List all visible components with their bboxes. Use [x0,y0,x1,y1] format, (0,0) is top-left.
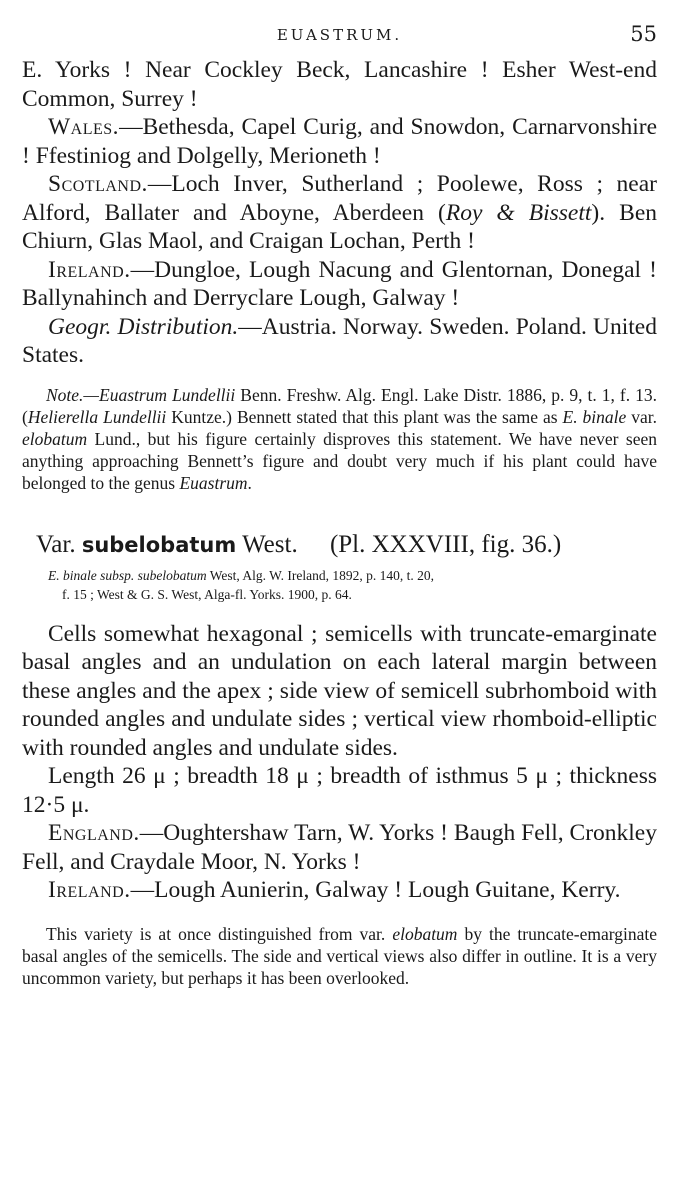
synonym-citation [48,566,657,604]
wales-text: —Bethesda, Capel Curig, and Snowdon, Carnarvonshire ! Ffestiniog and Dolgelly, Merioneth ! [22,114,657,169]
note-elobatum: elobatum [22,428,88,449]
note-paragraph [22,384,657,494]
description-paragraph: Cells somewhat hexagonal ; semicells with truncate-emarginate basal angles and an undulation on each lateral margin between these angles and the apex ; side view of semicell subrhomboid with rounded angles and undulate sides ; vertical view rhomboid-elliptic with rounded angles and undulate sides. [22,620,657,761]
variety-name: subelobatum [81,532,237,557]
wales-label: Wales. [48,114,120,140]
scotland-label: Scotland. [48,171,148,197]
synonym-text-1: West, Alg. W. Ireland, 1892, p. 140, t. 20, [206,567,435,583]
variety-prefix: Var. [36,530,76,558]
closing-note [22,923,657,989]
note-binale: E. binale [562,406,627,427]
synonym-line-1 [48,566,657,585]
closing-elobatum: elobatum [392,923,458,944]
ireland-var-label: Ireland. [48,877,131,903]
ireland-label: Ireland. [48,256,131,283]
england-paragraph [22,819,657,876]
variety-heading [36,530,657,560]
distribution-paragraph [22,313,657,370]
closing-text-1: This variety is at once distinguished from var. [46,923,393,944]
page-number: 55 [630,22,657,46]
variety-author: West. [242,530,298,558]
england-label: England. [48,820,140,846]
note-label: Note.— [46,384,99,405]
scotland-paragraph [22,170,657,256]
synonym-name: E. binale subsp. subelobatum [48,567,207,583]
description-block [22,620,657,905]
wales-paragraph [22,113,657,170]
continued-locality-line: E. Yorks ! Near Cockley Beck, Lancashire ! Esher West-end Common, Surrey ! [22,57,657,112]
closing-note-paragraph [22,923,657,989]
note-genus: Euastrum [179,472,248,493]
scotland-collectors: Roy & Bissett [445,199,592,226]
distribution-text: —Austria. Norway. Sweden. Poland. United States. [22,313,657,368]
note-text-1: Benn. Freshw. Alg. Engl. Lake Distr. 1886, p. 9, t. 1, f. 13. ( [22,384,657,427]
scotland-text-1: —Loch Inver, Sutherland ; Poolewe, Ross ; near Alford, Ballater and Aboyne, Aberdeen ( [22,171,657,226]
distribution-label: Geogr. Distribution. [48,313,239,340]
ireland-text: —Dungloe, Lough Nacung and Glentornan, Donegal ! Ballynahinch and Derryclare Lough, Galway ! [22,256,657,311]
measurements-paragraph: Length 26 μ ; breadth 18 μ ; breadth of isthmus 5 μ ; thickness 12·5 μ. [22,763,657,818]
scotland-text-2: ). Ben Chiurn, Glas Maol, and Craigan Lochan, Perth ! [22,199,657,254]
ireland-var-paragraph [22,876,657,905]
note-block [22,384,657,494]
ireland-var-text: —Lough Aunierin, Galway ! Lough Guitane, Kerry. [130,877,621,903]
england-text: —Oughtershaw Tarn, W. Yorks ! Baugh Fell, Cronkley Fell, and Craydale Moor, N. Yorks ! [22,820,657,875]
localities-block [22,56,657,370]
ireland-paragraph [22,256,657,313]
note-text-5: . [247,472,252,493]
note-text-2: Kuntze.) Bennett stated that this plant was the same as [166,406,563,427]
closing-text-2: by the truncate-emarginate basal angles of the semicells. The side and vertical views also differ in outline. It is a very uncommon variety, but perhaps it has been overlooked. [22,923,657,988]
running-head [22,22,657,56]
note-text-4: Lund., but his figure certainly disproves this statement. We have never seen anything approaching Bennett’s figure and doubt very much if his plant could have belonged to the genus [22,428,657,493]
running-title: EUASTRUM. [276,26,403,44]
synonym-line-2: f. 15 ; West & G. S. West, Alga-fl. Yorks. 1900, p. 64. [62,586,352,602]
note-helierella: Helierella Lundellii [27,406,167,427]
note-species: Euastrum Lundellii [99,384,236,405]
plate-reference: (Pl. XXXVIII, fig. 36.) [329,530,562,558]
note-text-3: var. [626,406,658,427]
